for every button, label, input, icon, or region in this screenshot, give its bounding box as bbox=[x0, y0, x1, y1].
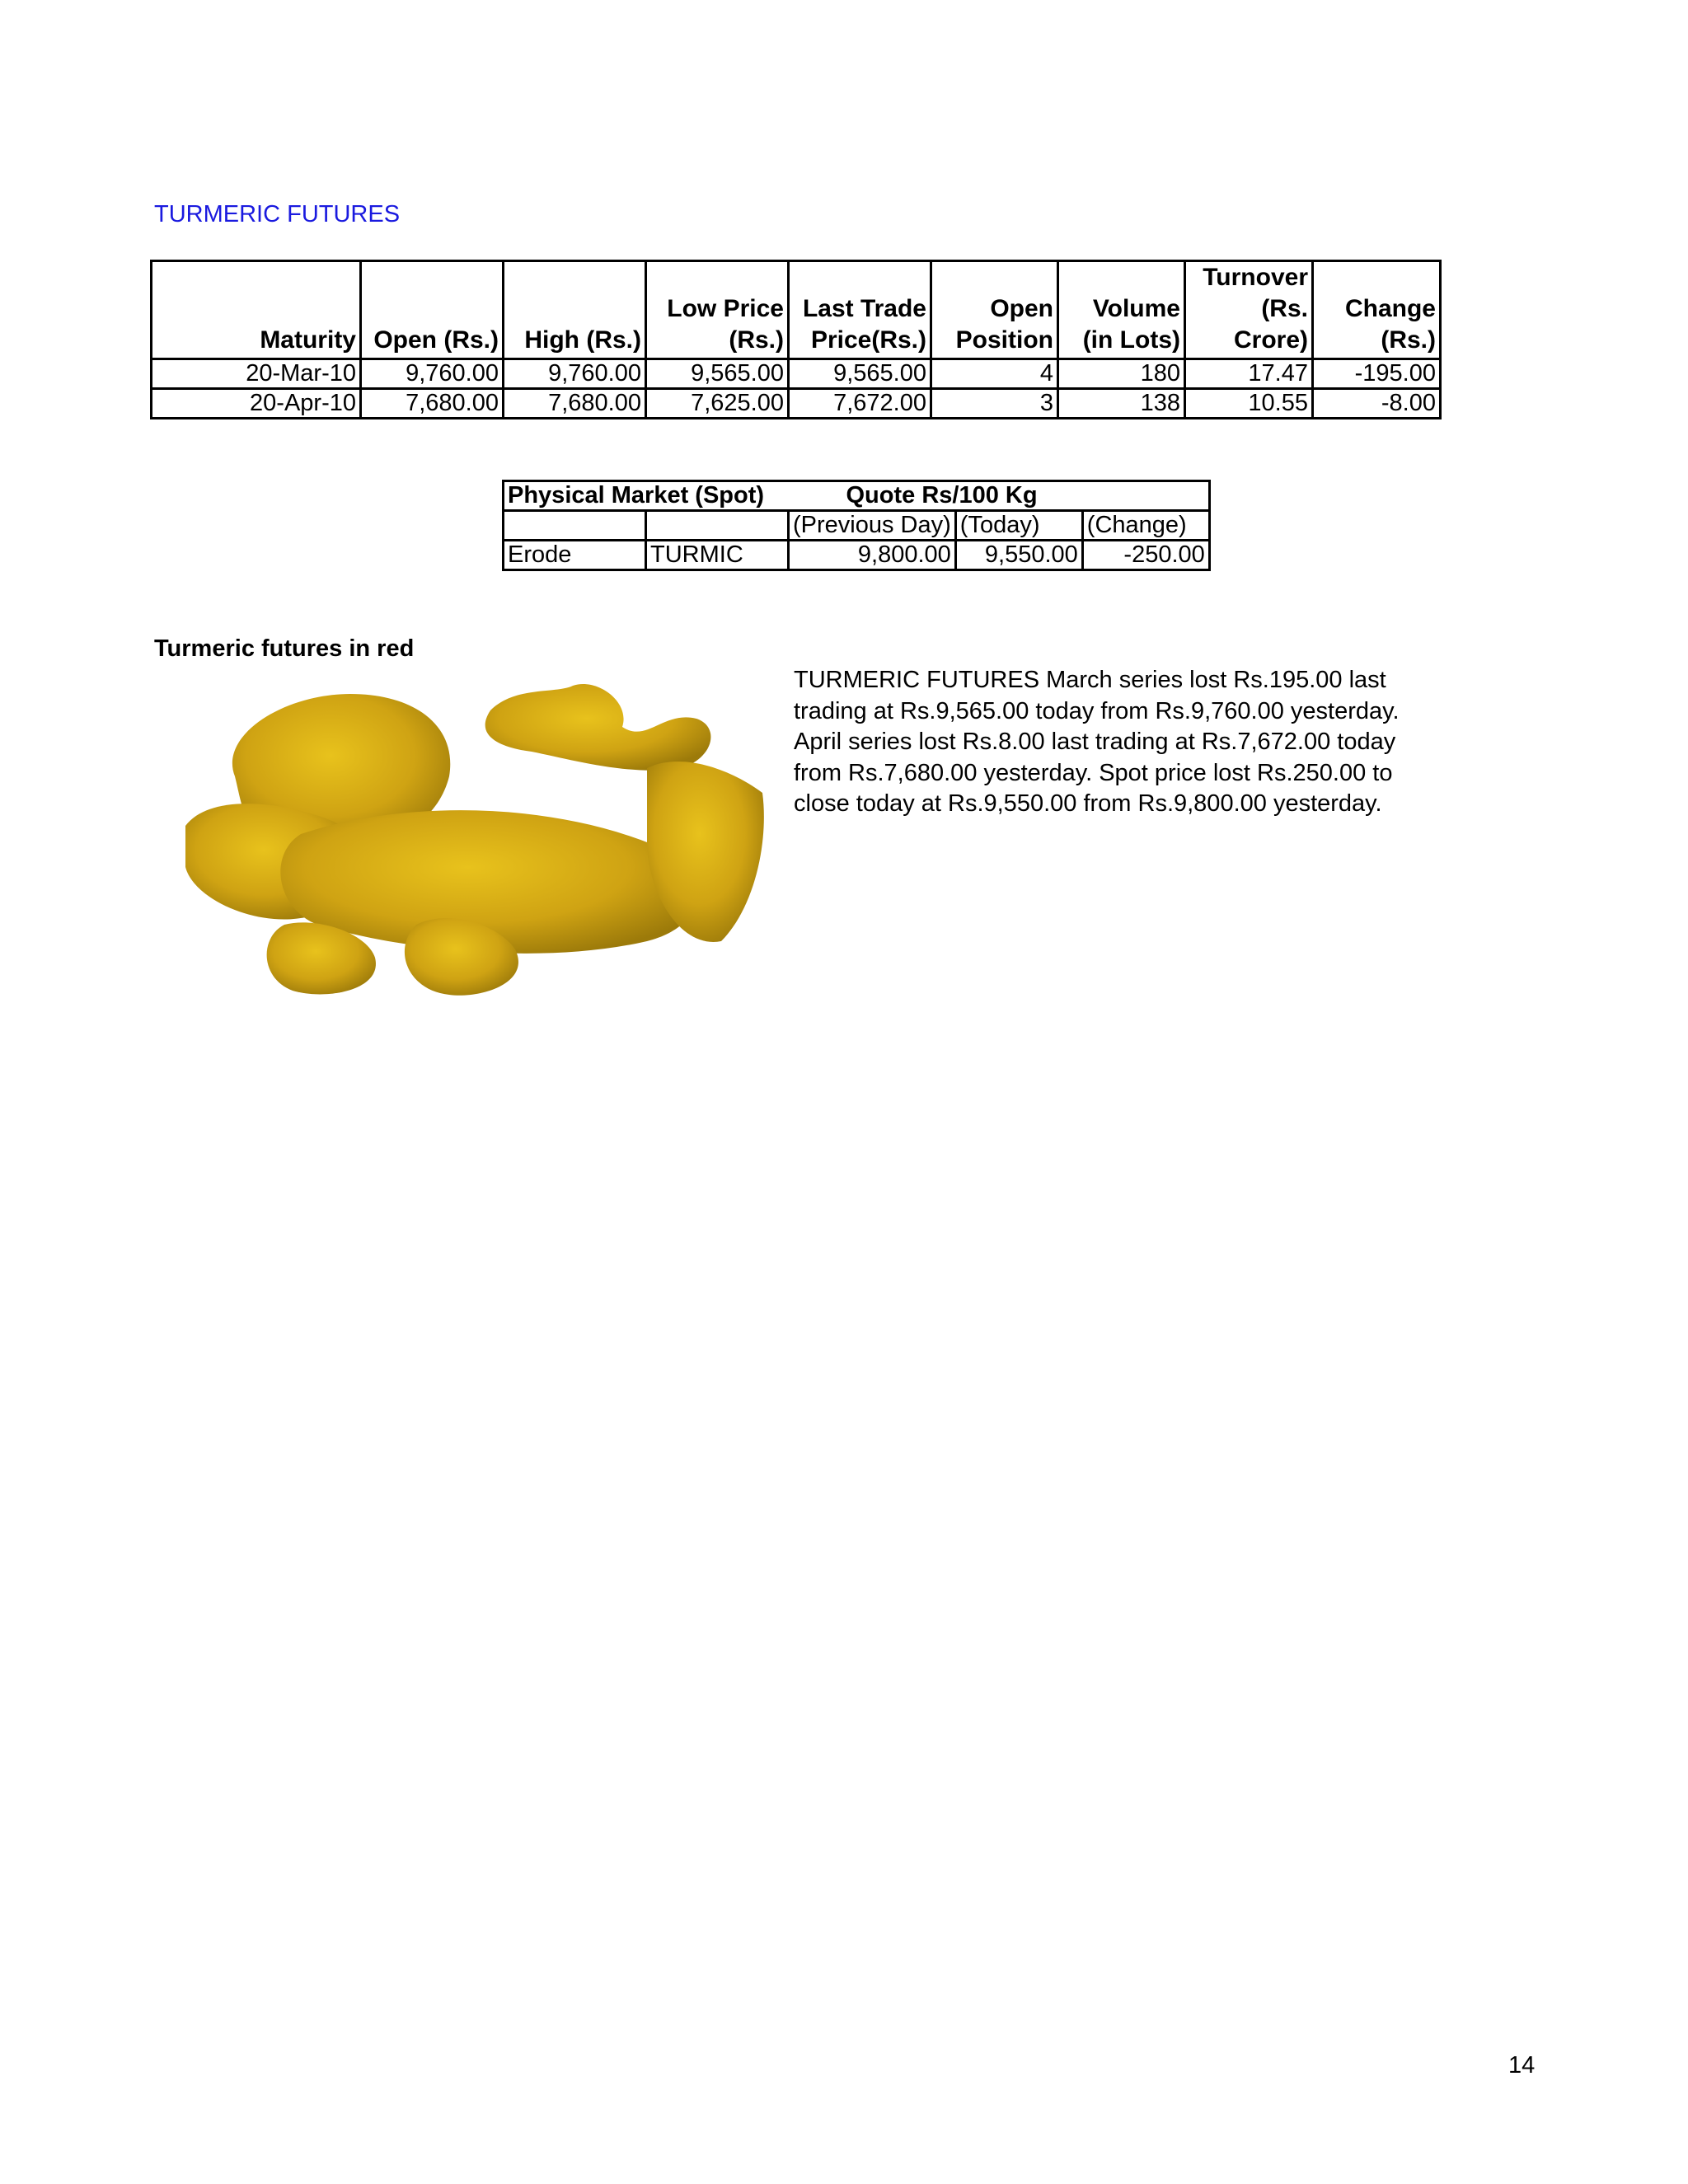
spot-title: Physical Market (Spot) bbox=[504, 481, 789, 511]
table-cell: 7,680.00 bbox=[361, 389, 504, 419]
table-cell: 4 bbox=[931, 359, 1058, 389]
spot-header-row bbox=[504, 481, 1210, 511]
table-cell: 9,760.00 bbox=[504, 359, 646, 389]
table-cell: 9,800.00 bbox=[789, 541, 956, 570]
futures-table bbox=[150, 260, 1442, 419]
table-cell: 7,672.00 bbox=[789, 389, 931, 419]
col-header: Low Price (Rs.) bbox=[646, 261, 789, 359]
table-row bbox=[152, 359, 1441, 389]
table-row bbox=[152, 389, 1441, 419]
col-header: Change (Rs.) bbox=[1313, 261, 1441, 359]
col-header: Open (Rs.) bbox=[361, 261, 504, 359]
turmeric-photo bbox=[185, 677, 769, 1004]
col-header: (Today) bbox=[955, 511, 1082, 541]
col-header: Maturity bbox=[152, 261, 361, 359]
table-cell: 9,565.00 bbox=[646, 359, 789, 389]
table-cell: 10.55 bbox=[1185, 389, 1313, 419]
table-cell: 9,760.00 bbox=[361, 359, 504, 389]
table-cell: TURMIC bbox=[646, 541, 789, 570]
col-header: Last Trade Price(Rs.) bbox=[789, 261, 931, 359]
spot-quote-label: Quote Rs/100 Kg bbox=[789, 481, 1210, 511]
table-cell bbox=[646, 511, 789, 541]
page-number: 14 bbox=[1508, 2052, 1536, 2079]
table-row bbox=[504, 541, 1210, 570]
table-cell: 20-Mar-10 bbox=[152, 359, 361, 389]
image-caption: Turmeric futures in red bbox=[154, 635, 415, 662]
table-cell: 7,680.00 bbox=[504, 389, 646, 419]
section-title: TURMERIC FUTURES bbox=[154, 201, 401, 227]
col-header: Open Position bbox=[931, 261, 1058, 359]
table-cell: -195.00 bbox=[1313, 359, 1441, 389]
spot-table bbox=[502, 480, 1211, 571]
table-cell: -250.00 bbox=[1082, 541, 1209, 570]
table-cell bbox=[504, 511, 646, 541]
market-commentary: TURMERIC FUTURES March series lost Rs.195.00 last trading at Rs.9,565.00 today from Rs.9,760.00 yesterday. April series lost Rs.8.00 last trading at Rs.7,672.00 today from Rs.7,680.00 yesterday. Spot price lost Rs.250.00 to close today at Rs.9,550.00 from Rs.9,800.00 yesterday. bbox=[794, 667, 1400, 817]
table-cell: 17.47 bbox=[1185, 359, 1313, 389]
spot-subheader-row bbox=[504, 511, 1210, 541]
table-cell: 7,625.00 bbox=[646, 389, 789, 419]
futures-header-row bbox=[152, 261, 1441, 359]
col-header: (Previous Day) bbox=[789, 511, 956, 541]
col-header: Turnover (Rs. Crore) bbox=[1185, 261, 1313, 359]
table-cell: 138 bbox=[1058, 389, 1185, 419]
table-cell: 20-Apr-10 bbox=[152, 389, 361, 419]
table-cell: 180 bbox=[1058, 359, 1185, 389]
table-cell: 3 bbox=[931, 389, 1058, 419]
col-header: Volume (in Lots) bbox=[1058, 261, 1185, 359]
table-cell: Erode bbox=[504, 541, 646, 570]
table-cell: -8.00 bbox=[1313, 389, 1441, 419]
table-cell: 9,565.00 bbox=[789, 359, 931, 389]
col-header: (Change) bbox=[1082, 511, 1209, 541]
table-cell: 9,550.00 bbox=[955, 541, 1082, 570]
col-header: High (Rs.) bbox=[504, 261, 646, 359]
